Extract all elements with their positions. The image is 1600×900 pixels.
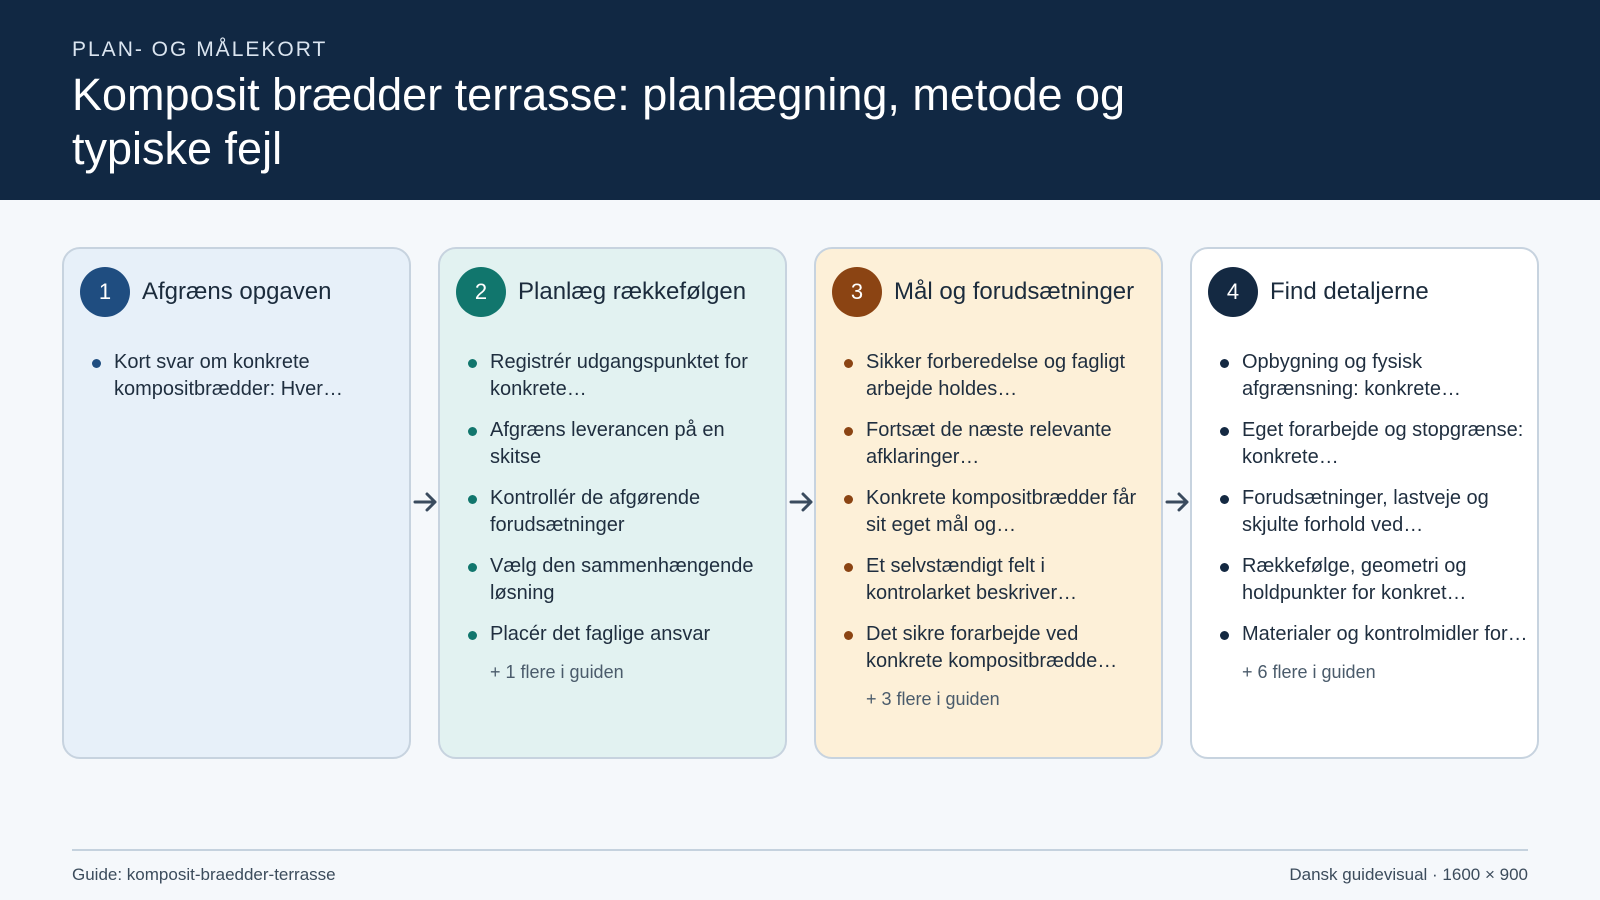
list-item-text: Kort svar om konkrete kompositbrædder: Hver…: [114, 351, 343, 400]
step-number-badge: 3: [832, 267, 882, 317]
step-card-title: Find detaljerne: [1270, 278, 1429, 305]
step-card-header: [1208, 267, 1429, 317]
bullet-dot-icon: [844, 563, 853, 572]
step-number-badge: 1: [80, 267, 130, 317]
bullet-dot-icon: [1220, 427, 1229, 436]
step-card-1: [62, 247, 411, 759]
step-card-title: Afgræns opgaven: [142, 278, 332, 305]
list-item: [1220, 417, 1530, 471]
bullet-dot-icon: [844, 427, 853, 436]
step-number-badge: 4: [1208, 267, 1258, 317]
list-item: [844, 485, 1154, 539]
more-in-guide-note: + 1 flere i guiden: [490, 662, 624, 682]
list-item: [1220, 621, 1530, 648]
footer-divider: [72, 849, 1528, 851]
bullet-dot-icon: [468, 495, 477, 504]
list-item: [844, 417, 1154, 471]
list-item: [92, 349, 402, 403]
step-card-title: Planlæg rækkefølgen: [518, 278, 747, 305]
step-card-2: [438, 247, 787, 759]
list-item-text: Registrér udgangspunktet for konkrete…: [490, 351, 748, 400]
footer-guide-label: Guide: komposit-braedder-terrasse: [72, 865, 336, 884]
list-item: [468, 349, 778, 403]
list-item-text: Vælg den sammenhængende løsning: [490, 555, 754, 604]
list-item-text: Kontrollér de afgørende forudsætninger: [490, 487, 701, 536]
bullet-dot-icon: [468, 563, 477, 572]
list-item: [468, 485, 778, 539]
step-number-badge: 2: [456, 267, 506, 317]
bullet-list: [468, 349, 778, 683]
more-in-guide-note: + 6 flere i guiden: [1242, 662, 1376, 682]
list-item: [844, 349, 1154, 403]
header-banner: [0, 0, 1600, 200]
bullet-dot-icon: [468, 631, 477, 640]
bullet-dot-icon: [1220, 563, 1229, 572]
arrow-right-icon: [1164, 488, 1192, 516]
arrow-right-icon: [788, 488, 816, 516]
list-item: [1220, 485, 1530, 539]
list-item-text: Sikker forberedelse og fagligt arbejde holdes…: [866, 351, 1126, 400]
list-item: [468, 621, 778, 648]
bullet-dot-icon: [844, 495, 853, 504]
bullet-list: [1220, 349, 1530, 683]
footer-meta-label: Dansk guidevisual · 1600 × 900: [1289, 865, 1528, 884]
list-item: [468, 553, 778, 607]
list-item-text: Rækkefølge, geometri og holdpunkter for konkret…: [1242, 555, 1467, 604]
bullet-dot-icon: [1220, 359, 1229, 368]
list-item-text: Konkrete kompositbrædder får sit eget mål og…: [866, 487, 1137, 536]
bullet-list: [92, 349, 402, 417]
list-item-text: Forudsætninger, lastveje og skjulte forhold ved…: [1242, 487, 1489, 536]
list-item-text: Fortsæt de næste relevante afklaringer…: [866, 419, 1112, 468]
bullet-dot-icon: [468, 359, 477, 368]
list-item: [844, 621, 1154, 675]
list-item-text: Eget forarbejde og stopgrænse: konkrete…: [1242, 419, 1524, 468]
bullet-dot-icon: [844, 631, 853, 640]
step-card-4: [1190, 247, 1539, 759]
list-item-text: Opbygning og fysisk afgrænsning: konkrete…: [1242, 351, 1462, 400]
step-card-3: [814, 247, 1163, 759]
bullet-dot-icon: [1220, 495, 1229, 504]
list-item-text: Placér det faglige ansvar: [490, 623, 711, 645]
page-title: Komposit brædder terrasse: planlægning, metode og typiske fejl: [72, 69, 1126, 174]
step-card-header: [456, 267, 746, 317]
list-item: [1220, 553, 1530, 607]
list-item-text: Afgræns leverancen på en skitse: [490, 419, 725, 468]
arrow-right-icon: [412, 488, 440, 516]
step-card-header: [832, 267, 1134, 317]
more-in-guide-note: + 3 flere i guiden: [866, 689, 1000, 709]
bullet-dot-icon: [844, 359, 853, 368]
list-item: [1220, 349, 1530, 403]
list-item-text: Det sikre forarbejde ved konkrete kompositbrædde…: [866, 623, 1118, 672]
step-card-title: Mål og forudsætninger: [894, 278, 1135, 305]
list-item-text: Materialer og kontrolmidler for…: [1242, 623, 1528, 645]
list-item-text: Et selvstændigt felt i kontrolarket beskriver…: [866, 555, 1078, 604]
bullet-dot-icon: [468, 427, 477, 436]
eyebrow-label: PLAN- OG MÅLEKORT: [72, 38, 328, 61]
list-item: [844, 553, 1154, 607]
bullet-list: [844, 349, 1154, 710]
bullet-dot-icon: [1220, 631, 1229, 640]
step-card-header: [80, 267, 331, 317]
list-item: [468, 417, 778, 471]
bullet-dot-icon: [92, 359, 101, 368]
